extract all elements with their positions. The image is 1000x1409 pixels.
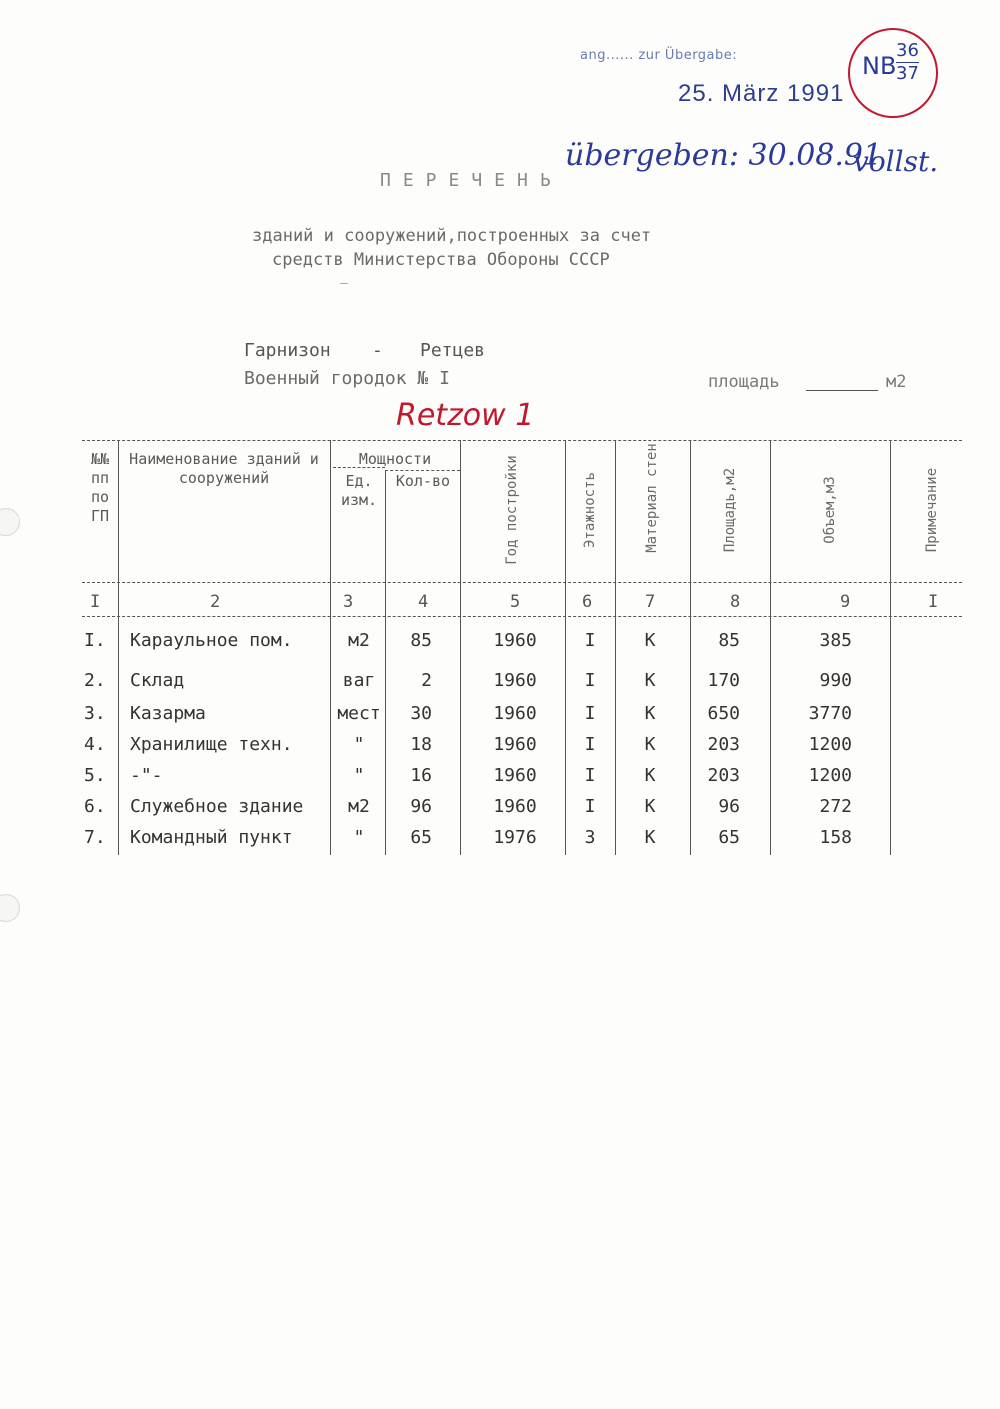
cell-mat: К	[644, 630, 656, 651]
document-subtitle-line1: зданий и сооружений,построенных за счет	[252, 226, 652, 246]
header-unit: Ед. изм.	[340, 472, 378, 509]
cell-area: 203	[707, 765, 740, 786]
cell-vol: 1200	[808, 765, 852, 786]
cell-area: 85	[718, 630, 740, 651]
cell-name: Хранилище техн.	[130, 734, 293, 755]
cell-vol: 272	[819, 796, 852, 817]
col-number-10: I	[928, 592, 939, 612]
area-blank-line	[806, 390, 878, 391]
cell-unit: "	[353, 765, 365, 786]
header-material: Материал стен	[644, 443, 660, 553]
header-year: Год постройки	[504, 455, 520, 565]
col-number-3: 3	[343, 592, 354, 612]
cell-name: Казарма	[130, 703, 206, 724]
document-title: ПЕРЕЧЕНЬ	[380, 170, 563, 191]
cell-vol: 385	[819, 630, 852, 651]
header-floors: Этажность	[582, 472, 598, 548]
circle-number-top: 36	[896, 40, 919, 61]
cell-unit: ваг	[342, 670, 376, 691]
cell-name: Склад	[130, 670, 185, 691]
table-row	[0, 734, 1000, 764]
circle-letters: NB	[862, 52, 897, 80]
receipt-stamp-date: 25. März 1991	[678, 80, 845, 107]
col-number-1: I	[90, 592, 101, 612]
cell-n: 4.	[84, 734, 106, 755]
cell-n: 7.	[84, 827, 106, 848]
cell-area: 203	[707, 734, 740, 755]
cell-year: 1960	[493, 765, 537, 786]
cell-year: 1976	[493, 827, 537, 848]
col-number-2: 2	[210, 592, 221, 612]
cell-floors: 3	[584, 827, 596, 848]
col-number-4: 4	[418, 592, 429, 612]
header-name: Наименование зданий и сооружений	[129, 450, 319, 487]
garrison-label: Гарнизон	[244, 340, 331, 361]
cell-year: 1960	[493, 630, 537, 651]
table-row	[0, 827, 1000, 857]
cell-mat: К	[644, 734, 656, 755]
cell-name: -"-	[130, 765, 163, 786]
cell-unit: "	[353, 734, 365, 755]
area-label: площадь	[708, 372, 780, 392]
table-row	[0, 630, 1000, 660]
cell-qty: 2	[421, 670, 432, 691]
military-town: Военный городок № I	[244, 368, 450, 389]
header-capacity: Мощности	[358, 450, 432, 468]
cell-vol: 3770	[808, 703, 852, 724]
cell-name: Караульное пом.	[130, 630, 293, 651]
cell-n: 3.	[84, 703, 106, 724]
table-row	[0, 703, 1000, 733]
cell-name: Командный пункт	[130, 827, 293, 848]
small-dash	[340, 283, 348, 284]
header-qty: Кол-во	[395, 472, 451, 490]
receipt-stamp-label: ang...... zur Übergabe:	[580, 48, 738, 63]
cell-unit: мест	[337, 703, 381, 724]
handwritten-complete-note: vollst.	[853, 145, 939, 178]
col-number-8: 8	[730, 592, 741, 612]
garrison-name: Ретцев	[420, 340, 486, 361]
col-number-6: 6	[582, 592, 593, 612]
header-note: Примечание	[924, 467, 940, 553]
document-subtitle-line2: средств Министерства Обороны СССР	[272, 250, 610, 270]
header-volume: Объем,м3	[822, 476, 838, 544]
col-number-7: 7	[645, 592, 656, 612]
cell-area: 96	[718, 796, 740, 817]
cell-area: 650	[707, 703, 740, 724]
cell-qty: 96	[410, 796, 432, 817]
handwritten-location: Retzow 1	[396, 398, 535, 433]
cell-mat: К	[644, 703, 656, 724]
cell-qty: 30	[410, 703, 432, 724]
cell-floors: I	[584, 796, 596, 817]
circle-number-bottom: 37	[896, 63, 919, 84]
cell-area: 65	[718, 827, 740, 848]
cell-year: 1960	[493, 734, 537, 755]
cell-year: 1960	[493, 796, 537, 817]
cell-floors: I	[584, 734, 596, 755]
col-number-9: 9	[840, 592, 851, 612]
cell-mat: К	[644, 796, 656, 817]
area-unit: м2	[886, 372, 907, 392]
cell-vol: 158	[819, 827, 852, 848]
circle-numbers	[896, 40, 919, 85]
garrison-dash: -	[372, 340, 383, 361]
cell-floors: I	[584, 630, 596, 651]
cell-name: Служебное здание	[130, 796, 304, 817]
cell-mat: К	[644, 670, 656, 691]
cell-n: 5.	[84, 765, 106, 786]
cell-qty: 16	[410, 765, 432, 786]
cell-n: I.	[84, 630, 106, 651]
cell-year: 1960	[493, 670, 537, 691]
cell-floors: I	[584, 765, 596, 786]
cell-unit: "	[353, 827, 365, 848]
cell-qty: 65	[410, 827, 432, 848]
cell-unit: м2	[348, 630, 370, 651]
cell-floors: I	[584, 670, 596, 691]
punch-hole	[0, 508, 20, 536]
col-number-5: 5	[510, 592, 521, 612]
cell-area: 170	[707, 670, 740, 691]
punch-hole	[0, 894, 20, 922]
cell-vol: 1200	[808, 734, 852, 755]
table-row	[0, 765, 1000, 795]
cell-mat: К	[644, 827, 656, 848]
header-num: №№ пп по ГП	[90, 450, 110, 525]
cell-floors: I	[584, 703, 596, 724]
header-area: Площадь,м2	[722, 467, 738, 553]
table-row	[0, 670, 1000, 700]
cell-qty: 85	[410, 630, 432, 651]
cell-year: 1960	[493, 703, 537, 724]
handwritten-transfer-note: übergeben: 30.08.91	[565, 138, 883, 173]
cell-vol: 990	[819, 670, 852, 691]
cell-mat: К	[644, 765, 656, 786]
cell-n: 2.	[84, 670, 106, 691]
cell-n: 6.	[84, 796, 106, 817]
cell-qty: 18	[410, 734, 432, 755]
cell-unit: м2	[348, 796, 370, 817]
table-row	[0, 796, 1000, 826]
